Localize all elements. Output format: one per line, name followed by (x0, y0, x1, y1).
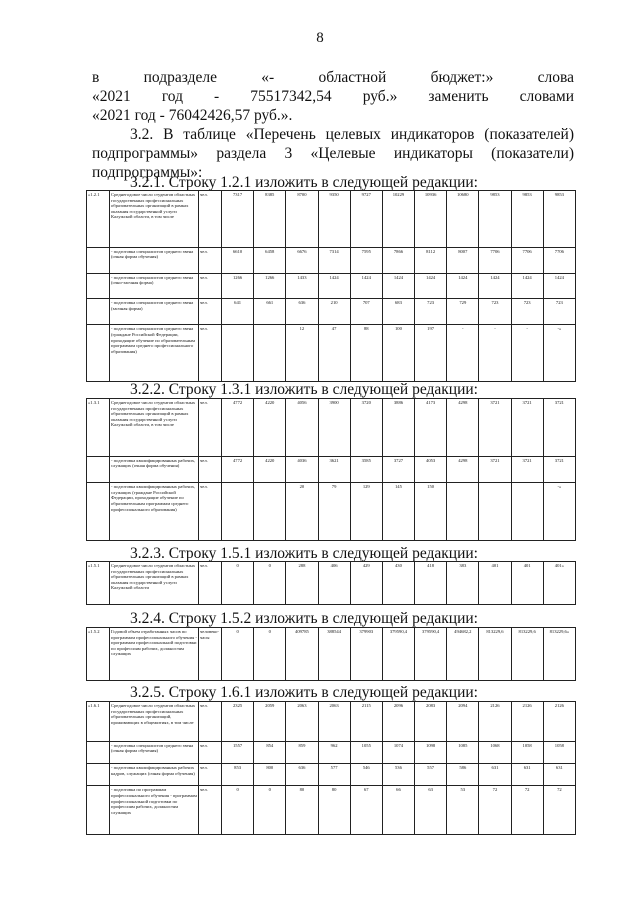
value-cell: 1068 (479, 741, 511, 763)
value-cell: 2126 (511, 702, 543, 742)
indicator-table (86, 190, 576, 382)
value-cell: 47 (318, 325, 350, 382)
value-cell: 853 (222, 764, 254, 786)
value-cell: 631 (543, 764, 575, 786)
value-cell: 0 (222, 786, 254, 835)
value-cell: 4220 (254, 399, 286, 457)
value-cell: 3886 (382, 399, 414, 457)
value-cell: 3621 (318, 456, 350, 482)
table-row (87, 702, 576, 742)
row-unit-cell: чел. (199, 191, 222, 248)
value-cell: 7706 (511, 247, 543, 273)
value-cell: 2096 (382, 702, 414, 742)
value-cell (254, 325, 286, 382)
value-cell: 800 (254, 764, 286, 786)
row-description-cell: - подготовка специалистов среднего звена (очная форма обучения) (110, 741, 199, 763)
value-cell: 8700 (286, 191, 318, 248)
value-cell: - (447, 325, 479, 382)
value-cell: 401 (511, 562, 543, 605)
value-cell: 388544 (318, 628, 350, 681)
row-unit-cell: чел. (199, 273, 222, 299)
table-row (87, 191, 576, 248)
value-cell: 707 (350, 299, 382, 325)
value-cell: 4056 (286, 399, 318, 457)
value-cell: 854 (254, 741, 286, 763)
indicator-table (86, 701, 576, 835)
value-cell: 4772 (222, 456, 254, 482)
value-cell: 129 (350, 483, 382, 541)
value-cell: 1058 (511, 741, 543, 763)
row-description-cell: - подготовка квалифицированных рабочих кадров, служащих (очная форма обучения) (110, 764, 199, 786)
row-code-cell: «1.5.1 (87, 562, 110, 605)
value-cell: 813229,6 (511, 628, 543, 681)
value-cell: 0 (222, 562, 254, 605)
value-cell: 0 (254, 562, 286, 605)
value-cell: 536 (382, 764, 414, 786)
value-cell: 430 (382, 562, 414, 605)
value-cell: 546 (350, 764, 382, 786)
value-cell: 1557 (222, 741, 254, 763)
section-heading: 3.2.5. Строку 1.6.1 изложить в следующей редакции: (130, 684, 478, 701)
value-cell: 10680 (447, 191, 479, 248)
row-unit-cell: чел. (199, 786, 222, 835)
row-unit-cell: чел. (199, 562, 222, 605)
value-cell (222, 483, 254, 541)
row-code-cell (87, 247, 110, 273)
value-cell: - (479, 325, 511, 382)
table-row (87, 483, 576, 541)
value-cell: 723 (415, 299, 447, 325)
row-description-cell: - подготовка специалистов среднего звена (заочная форма) (110, 299, 199, 325)
text-line: подпрограммы» раздела 3 «Целевые индикаторы (показатели) (92, 145, 574, 162)
value-cell: 3727 (382, 456, 414, 482)
value-cell: 6676 (286, 247, 318, 273)
value-cell: 8385 (254, 191, 286, 248)
value-cell: 72 (511, 786, 543, 835)
value-cell: 72 (479, 786, 511, 835)
value-cell: 210 (318, 299, 350, 325)
value-cell: 723 (543, 299, 575, 325)
value-cell: 586 (447, 764, 479, 786)
value-cell: 1424 (318, 273, 350, 299)
value-cell: 494682,2 (447, 628, 479, 681)
value-cell: 4053 (415, 456, 447, 482)
value-cell: 383 (447, 562, 479, 605)
section-heading: 3.2.3. Строку 1.5.1 изложить в следующей редакции: (130, 545, 478, 562)
value-cell: 409785 (286, 628, 318, 681)
row-description-cell: - подготовка по программам профессионального обучения - программам профессиональной подготовки по профессиям рабочих, должностям служащих (110, 786, 199, 835)
row-unit-cell: чел. (199, 483, 222, 541)
row-description-cell: - подготовка специалистов среднего звена (очная форма обучения) (110, 247, 199, 273)
value-cell: 3585 (350, 456, 382, 482)
value-cell: 9853 (511, 191, 543, 248)
value-cell: 9853 (479, 191, 511, 248)
table-row (87, 247, 576, 273)
value-cell: 53 (447, 786, 479, 835)
value-cell: 2325 (222, 702, 254, 742)
value-cell: 197 (415, 325, 447, 382)
row-unit-cell: чел. (199, 741, 222, 763)
value-cell: 7706 (479, 247, 511, 273)
value-cell: 1433 (286, 273, 318, 299)
indicator-table (86, 561, 576, 605)
value-cell: 1424 (350, 273, 382, 299)
value-cell: 1058 (543, 741, 575, 763)
value-cell: 636 (286, 299, 318, 325)
value-cell: 4298 (447, 399, 479, 457)
row-code-cell: «1.2.1 (87, 191, 110, 248)
value-cell: 66 (382, 786, 414, 835)
value-cell: 401 (479, 562, 511, 605)
value-cell: 79 (318, 483, 350, 541)
row-unit-cell: чел. (199, 247, 222, 273)
value-cell: 88 (350, 325, 382, 382)
value-cell: 1055 (350, 741, 382, 763)
section-heading: 3.2.2. Строку 1.3.1 изложить в следующей редакции: (130, 381, 478, 398)
value-cell: 8007 (447, 247, 479, 273)
value-cell: 2115 (350, 702, 382, 742)
value-cell: 10936 (415, 191, 447, 248)
value-cell: 1424 (543, 273, 575, 299)
value-cell: 3721 (479, 399, 511, 457)
value-cell: 1424 (447, 273, 479, 299)
value-cell: 9853 (543, 191, 575, 248)
value-cell: 67 (350, 786, 382, 835)
table-row (87, 456, 576, 482)
value-cell: 7706 (543, 247, 575, 273)
value-cell: 859 (286, 741, 318, 763)
value-cell: 3721 (543, 456, 575, 482)
value-cell: 150 (415, 483, 447, 541)
table-row (87, 273, 576, 299)
value-cell: 3900 (318, 399, 350, 457)
value-cell: 0 (254, 628, 286, 681)
row-description-cell: - подготовка специалистов среднего звена (очно-заочная форма) (110, 273, 199, 299)
row-code-cell: «1.3.1 (87, 399, 110, 457)
table-row (87, 325, 576, 382)
value-cell: 1424 (415, 273, 447, 299)
value-cell: 1424 (382, 273, 414, 299)
row-description-cell: Среднегодовое число студентов областных государственных профессиональных образовательных организаций, проживающих в общежитиях, в том числе (110, 702, 199, 742)
value-cell: 8112 (415, 247, 447, 273)
table-row (87, 786, 576, 835)
value-cell: 683 (382, 299, 414, 325)
row-unit-cell: чел. (199, 702, 222, 742)
value-cell: 729 (447, 299, 479, 325)
value-cell (479, 483, 511, 541)
value-cell: 631 (479, 764, 511, 786)
value-cell: 6610 (222, 247, 254, 273)
value-cell: 401» (543, 562, 575, 605)
value-cell: 7595 (350, 247, 382, 273)
value-cell: 7317 (222, 191, 254, 248)
value-cell: 379903 (350, 628, 382, 681)
value-cell: 577 (318, 764, 350, 786)
value-cell: 10229 (382, 191, 414, 248)
value-cell: 2083 (415, 702, 447, 742)
value-cell: 406 (318, 562, 350, 605)
value-cell: 0 (254, 786, 286, 835)
value-cell: 72 (543, 786, 575, 835)
row-unit-cell: чел. (199, 456, 222, 482)
value-cell: 4173 (415, 399, 447, 457)
value-cell: 379590,4 (382, 628, 414, 681)
row-code-cell (87, 325, 110, 382)
value-cell: - (511, 325, 543, 382)
text-line: «2021 год - 75517342,54 руб.» заменить словами (92, 88, 575, 105)
value-cell: 3721 (543, 399, 575, 457)
text-line: 3.2. В таблице «Перечень целевых индикаторов (показателей) (130, 126, 575, 143)
indicator-table (86, 398, 576, 541)
value-cell: 379590,4 (415, 628, 447, 681)
row-unit-cell: чел. (199, 325, 222, 382)
section-heading: 3.2.4. Строку 1.5.2 изложить в следующей редакции: (130, 610, 478, 627)
row-code-cell (87, 273, 110, 299)
row-description-cell: - подготовка квалифицированных рабочих, служащих (граждане Российской Федерации, проходящие обучение по образовательным программам среднего профессионального образования) (110, 483, 199, 541)
value-cell: 20 (286, 483, 318, 541)
value-cell: 6458 (254, 247, 286, 273)
value-cell: 661 (254, 299, 286, 325)
page-number: 8 (316, 30, 324, 46)
text-line: «2021 год - 76042426,57 руб.». (92, 107, 293, 124)
table-row (87, 299, 576, 325)
value-cell: 3721 (511, 456, 543, 482)
indicator-table (86, 627, 576, 681)
row-unit-cell: чел. (199, 299, 222, 325)
value-cell (254, 483, 286, 541)
value-cell: 2126 (543, 702, 575, 742)
row-code-cell: «1.5.2 (87, 628, 110, 681)
value-cell: 418 (415, 562, 447, 605)
value-cell: 7866 (382, 247, 414, 273)
section-heading: 3.2.1. Строку 1.2.1 изложить в следующей редакции: (130, 174, 478, 191)
value-cell: 1266 (222, 273, 254, 299)
value-cell: 2094 (447, 702, 479, 742)
intro-paragraph (92, 68, 574, 125)
value-cell: 2126 (479, 702, 511, 742)
value-cell: 2059 (254, 702, 286, 742)
value-cell (447, 483, 479, 541)
value-cell: 4772 (222, 399, 254, 457)
value-cell: 962 (318, 741, 350, 763)
value-cell: -» (543, 483, 575, 541)
value-cell: 557 (415, 764, 447, 786)
value-cell: 723 (511, 299, 543, 325)
text-line: в подразделе «- областной бюджет:» слова (92, 69, 574, 86)
value-cell: 4036 (286, 456, 318, 482)
value-cell: -» (543, 325, 575, 382)
value-cell: 641 (222, 299, 254, 325)
row-unit-cell: чел. (199, 399, 222, 457)
table-row (87, 562, 576, 605)
table-row (87, 764, 576, 786)
value-cell (511, 483, 543, 541)
row-code-cell (87, 764, 110, 786)
row-code-cell: «1.6.1 (87, 702, 110, 742)
value-cell: 3721 (479, 456, 511, 482)
value-cell: 2063 (318, 702, 350, 742)
row-description-cell: Среднегодовое число студентов областных государственных профессиональных образовательных организаций в рамках оказания государственной услуги Калужской области, в том числе (110, 399, 199, 457)
row-code-cell (87, 786, 110, 835)
table-row (87, 628, 576, 681)
value-cell: 4220 (254, 456, 286, 482)
value-cell: 1266 (254, 273, 286, 299)
value-cell: 7314 (318, 247, 350, 273)
value-cell: 12 (286, 325, 318, 382)
value-cell: 4298 (447, 456, 479, 482)
text-line: подпрограммы»: (92, 164, 203, 181)
value-cell: 631 (511, 764, 543, 786)
table-row (87, 399, 576, 457)
row-code-cell (87, 456, 110, 482)
table-row (87, 741, 576, 763)
value-cell: 813229,6» (543, 628, 575, 681)
row-description-cell: Годовой объем отработанных часов по программам профессионального обучения - программам профессиональной подготовки по профессиям рабочих, должностям служащих (110, 628, 199, 681)
row-description-cell: - подготовка специалистов среднего звена (граждане Российской Федерации, проходящие обучение по образовательным программам среднего профессионального образования) (110, 325, 199, 382)
value-cell: 1085 (447, 741, 479, 763)
row-code-cell (87, 483, 110, 541)
value-cell: 80 (286, 786, 318, 835)
value-cell: 3720 (350, 399, 382, 457)
value-cell: 723 (479, 299, 511, 325)
value-cell: 9727 (350, 191, 382, 248)
value-cell: 2063 (286, 702, 318, 742)
value-cell: 1424 (511, 273, 543, 299)
row-description-cell: Среднегодовое число студентов областных государственных профессиональных образовательных организаций в рамках оказания государственной услуги Калужской области, в том числе (110, 191, 199, 248)
row-unit-cell: человеко-часы (199, 628, 222, 681)
value-cell: 9350 (318, 191, 350, 248)
value-cell: 3721 (511, 399, 543, 457)
value-cell: 0 (222, 628, 254, 681)
value-cell: 80 (318, 786, 350, 835)
value-cell (222, 325, 254, 382)
value-cell: 145 (382, 483, 414, 541)
value-cell: 63 (415, 786, 447, 835)
value-cell: 1424 (479, 273, 511, 299)
row-code-cell (87, 299, 110, 325)
value-cell: 813229,6 (479, 628, 511, 681)
value-cell: 288 (286, 562, 318, 605)
row-description-cell: - подготовка квалифицированных рабочих, служащих (очная форма обучения) (110, 456, 199, 482)
row-description-cell: Среднегодовое число студентов областных государственных профессиональных образовательных организаций в рамках оказания государственной услуги Калужской области (110, 562, 199, 605)
row-unit-cell: чел. (199, 764, 222, 786)
value-cell: 100 (382, 325, 414, 382)
row-code-cell (87, 741, 110, 763)
value-cell: 1098 (415, 741, 447, 763)
value-cell: 429 (350, 562, 382, 605)
value-cell: 636 (286, 764, 318, 786)
value-cell: 1074 (382, 741, 414, 763)
